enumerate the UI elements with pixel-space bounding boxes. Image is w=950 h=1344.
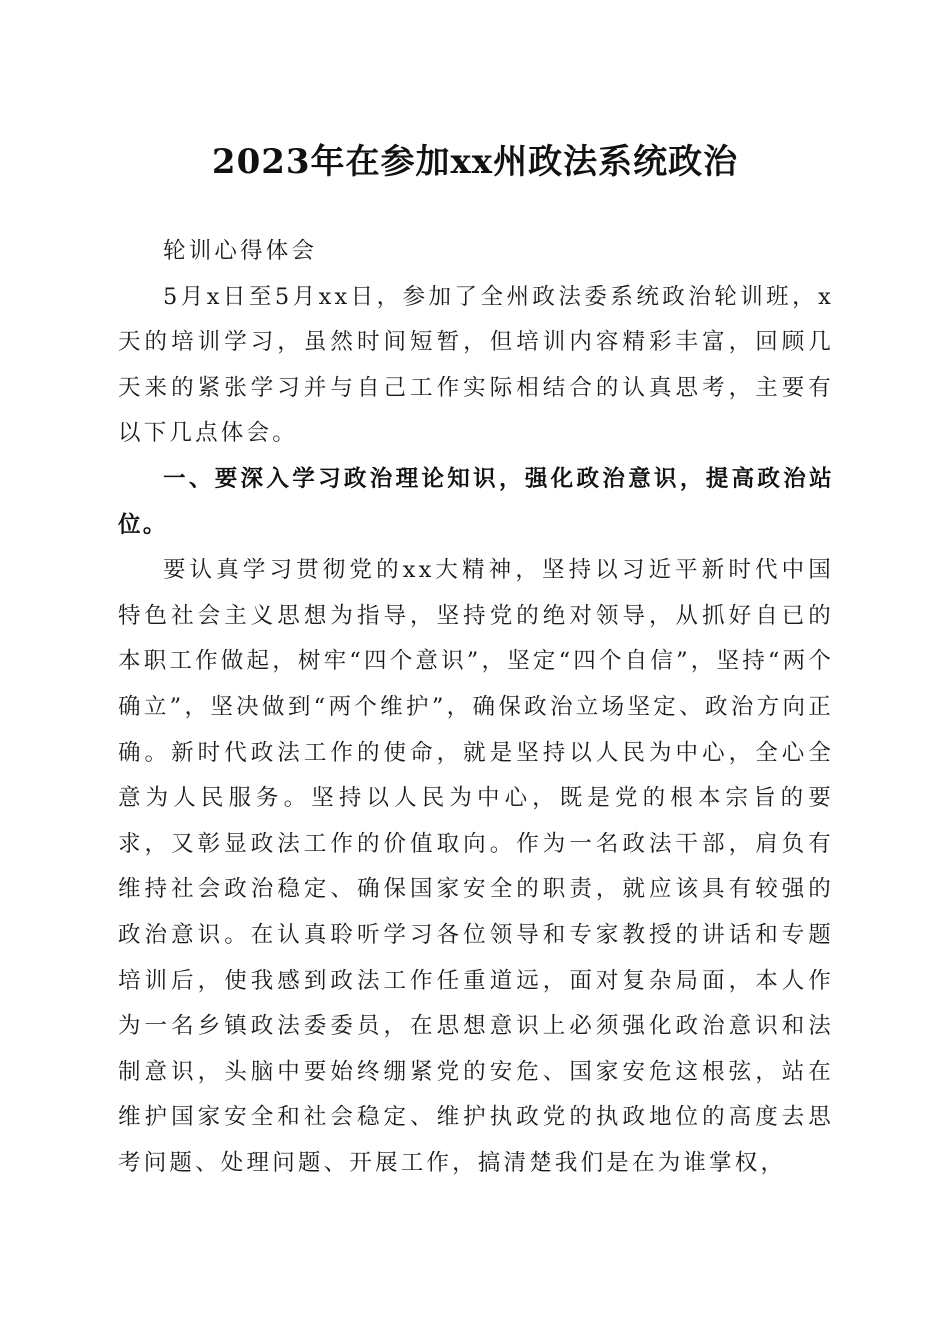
section-heading: 一、要深入学习政治理论知识，强化政治意识，提高政治站位。 (118, 465, 834, 538)
document-title: 2023年在参加xx州政法系统政治 (211, 142, 739, 182)
intro-paragraph: 5月x日至5月xx日，参加了全州政法委系统政治轮训班，x天的培训学习，虽然时间短暂，但培训内容精彩丰富，回顾几天来的紧张学习并与自己工作实际相结合的认真思考，主要有以下几点体会。 (118, 283, 834, 447)
subtitle-paragraph: 轮训心得体会 (163, 238, 318, 264)
document-body (118, 229, 834, 1186)
body-paragraph: 要认真学习贯彻党的xx大精神，坚持以习近平新时代中国特色社会主义思想为指导，坚持党的绝对领导，从抓好自已的本职工作做起，树牢“四个意识”，坚定“四个自信”，坚持“两个确立”，坚决做到“两个维护”，确保政治立场坚定、政治方向正确。新时代政法工作的使命，就是坚持以人民为中心，全心全意为人民服务。坚持以人民为中心，既是党的根本宗旨的要求，又彰显政法工作的价值取向。作为一名政法干部，肩负有维持社会政治稳定、确保国家安全的职责，就应该具有较强的政治意识。在认真聆听学习各位领导和专家教授的讲话和专题培训后，使我感到政法工作任重道远，面对复杂局面，本人作为一名乡镇政法委委员，在思想意识上必须强化政治意识和法制意识，头脑中要始终绷紧党的安危、国家安危这根弦，站在维护国家安全和社会稳定、维护执政党的执政地位的高度去思考问题、处理问题、开展工作，搞清楚我们是在为谁掌权， (118, 557, 835, 1176)
